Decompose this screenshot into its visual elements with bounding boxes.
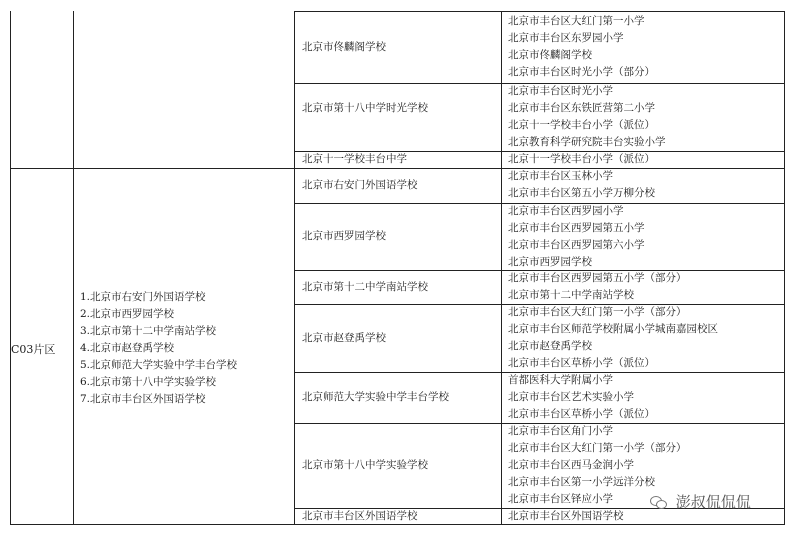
list-item: 3.北京市第十二中学南站学校 [80, 325, 217, 337]
primary-school-name: 北京市丰台区草桥小学（派位） [508, 408, 655, 420]
primary-school-name: 北京市丰台区铎应小学 [508, 493, 613, 505]
zone-label: C03片区 [11, 343, 56, 356]
middle-school-name: 北京师范大学实验中学丰台学校 [302, 391, 449, 403]
primary-school-name: 北京市丰台区大红门第一小学（部分） [508, 442, 687, 454]
primary-school-name: 北京市丰台区师范学校附属小学城南嘉园校区 [508, 323, 718, 335]
grid-line [73, 11, 74, 524]
primary-school-name: 北京市丰台区东罗园小学 [508, 32, 624, 44]
primary-school-name: 北京十一学校丰台小学（派位） [508, 119, 655, 131]
middle-school-name: 北京市西罗园学校 [302, 230, 386, 242]
list-item: 2.北京市西罗园学校 [80, 308, 175, 320]
grid-line [10, 168, 785, 169]
zone-school-list [80, 289, 237, 408]
primary-school-name: 北京教育科学研究院丰台实验小学 [508, 136, 666, 148]
primary-school-name: 北京市丰台区草桥小学（派位） [508, 357, 655, 369]
primary-school-name: 北京市丰台区西罗园第五小学（部分） [508, 272, 687, 284]
primary-school-name: 北京市佟麟阁学校 [508, 49, 592, 61]
watermark [650, 491, 751, 512]
primary-school-name: 北京市丰台区角门小学 [508, 425, 613, 437]
middle-school-name: 北京十一学校丰台中学 [302, 153, 407, 165]
list-item: 5.北京师范大学实验中学丰台学校 [80, 359, 238, 371]
middle-school-name: 北京市佟麟阁学校 [302, 41, 386, 53]
primary-school-name: 北京市丰台区大红门第一小学（部分） [508, 306, 687, 318]
primary-school-name: 北京市丰台区玉林小学 [508, 170, 613, 182]
primary-school-name: 北京市丰台区东铁匠营第二小学 [508, 102, 655, 114]
watermark-text: 澎叔侃侃侃 [675, 493, 751, 511]
primary-school-name: 北京市赵登禹学校 [508, 340, 592, 352]
grid-line [501, 11, 502, 524]
middle-school-name: 北京市丰台区外国语学校 [302, 510, 418, 522]
primary-school-name: 北京市丰台区时光小学 [508, 85, 613, 97]
list-item: 1.北京市右安门外国语学校 [80, 291, 206, 303]
middle-school-name: 北京市第十八中学实验学校 [302, 459, 428, 471]
primary-school-name: 北京市丰台区西罗园第六小学 [508, 239, 645, 251]
list-item: 4.北京市赵登禹学校 [80, 342, 175, 354]
list-item: 7.北京市丰台区外国语学校 [80, 393, 206, 405]
grid-line [784, 11, 785, 524]
primary-school-name: 北京市第十二中学南站学校 [508, 289, 634, 301]
middle-school-name: 北京市第十八中学时光学校 [302, 102, 428, 114]
grid-line [10, 11, 11, 524]
primary-school-name: 北京市丰台区西罗园小学 [508, 205, 624, 217]
primary-school-name: 北京市丰台区西罗园第五小学 [508, 222, 645, 234]
middle-school-name: 北京市右安门外国语学校 [302, 179, 418, 191]
primary-school-name: 北京市丰台区外国语学校 [508, 510, 624, 522]
primary-school-name: 首都医科大学附属小学 [508, 374, 613, 386]
primary-school-name: 北京市丰台区艺术实验小学 [508, 391, 634, 403]
grid-line [294, 11, 785, 12]
primary-school-name: 北京市丰台区第五小学万柳分校 [508, 187, 655, 199]
primary-school-name: 北京市丰台区第一小学远洋分校 [508, 476, 655, 488]
middle-school-name: 北京市赵登禹学校 [302, 332, 386, 344]
middle-school-name: 北京市第十二中学南站学校 [302, 281, 428, 293]
wechat-icon [650, 496, 668, 510]
grid-line [294, 11, 295, 524]
primary-school-name: 北京十一学校丰台小学（派位） [508, 153, 655, 165]
primary-school-name: 北京市丰台区西马金润小学 [508, 459, 634, 471]
primary-school-name: 北京市西罗园学校 [508, 256, 592, 268]
primary-school-name: 北京市丰台区时光小学（部分） [508, 66, 655, 78]
primary-school-name: 北京市丰台区大红门第一小学 [508, 15, 645, 27]
list-item: 6.北京市第十八中学实验学校 [80, 376, 217, 388]
